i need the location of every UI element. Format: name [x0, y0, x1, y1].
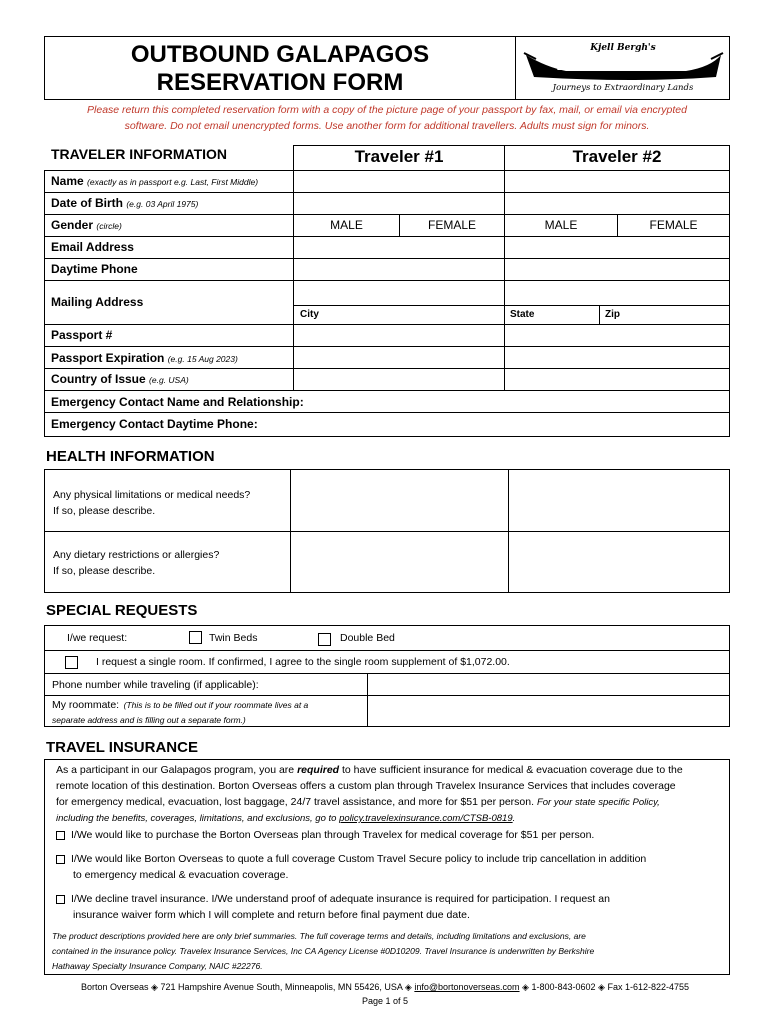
city-label: City — [300, 309, 319, 320]
quote-checkbox[interactable] — [56, 855, 65, 864]
traveler1-male-option[interactable]: MALE — [330, 218, 363, 232]
emergency-contact-name-label: Emergency Contact Name and Relationship: — [51, 395, 304, 409]
grid-line — [44, 236, 730, 237]
gender-label: Gender (circle) — [51, 218, 122, 232]
traveler2-female-option[interactable]: FEMALE — [649, 218, 698, 232]
logo-tagline: Journeys to Extraordinary Lands — [552, 83, 694, 93]
grid-line — [44, 436, 730, 437]
twin-beds-checkbox[interactable] — [189, 629, 202, 647]
grid-line — [44, 324, 730, 325]
email-label: Email Address — [51, 240, 134, 254]
medical-needs-question: Any physical limitations or medical needs? If so, please describe. — [53, 489, 251, 517]
traveler1-heading: Traveler #1 — [354, 147, 444, 166]
phone-while-traveling-label: Phone number while traveling (if applicable): — [52, 679, 259, 691]
grid-line — [44, 170, 45, 436]
health-section-title: HEALTH INFORMATION — [46, 448, 215, 465]
grid-line — [44, 650, 730, 651]
travel-insurance-title: TRAVEL INSURANCE — [46, 739, 198, 756]
single-room-label: I request a single room. If confirmed, I agree to the single room supplement of $1,072.00. — [96, 656, 510, 668]
intro-line2: software. Do not email unencrypted forms. Use another form for additional travellers. Adults must sign for minors. — [124, 120, 650, 132]
insurance-option-decline[interactable]: I/We decline travel insurance. I/We understand proof of adequate insurance is required for participation. I request an insurance waiver form which I will complete and return before final payment due date. — [56, 891, 610, 923]
page-number: Page 1 of 5 — [361, 996, 409, 1006]
double-bed-checkbox[interactable] — [318, 631, 331, 649]
policy-link[interactable]: policy.travelexinsurance.com/CTSB-0819 — [339, 813, 513, 824]
grid-line — [44, 346, 730, 347]
traveler1-female-option[interactable]: FEMALE — [427, 218, 476, 232]
insurance-option-purchase[interactable]: I/We would like to purchase the Borton Overseas plan through Travelex for medical coverage for $51 per person. — [56, 827, 594, 843]
insurance-option-quote[interactable]: I/We would like Borton Overseas to quote a full coverage Custom Travel Secure policy to include trip cancellation in addition to emergency medical & evacuation coverage. — [56, 851, 646, 883]
special-requests-title: SPECIAL REQUESTS — [46, 602, 198, 619]
traveler1-medical-field[interactable] — [291, 470, 507, 530]
grid-line — [44, 170, 730, 171]
traveler2-medical-field[interactable] — [509, 470, 729, 530]
grid-line — [504, 145, 505, 390]
intro-line1: Please return this completed reservation form with a copy of the picture page of your passport by fax, mail, or email via encrypted — [87, 104, 687, 116]
grid-line — [44, 280, 730, 281]
insurance-fine-print: The product descriptions provided here are only brief summaries. The full coverage terms and details, including limitations and exclusions, are contained in the insurance policy. Travelex Insurance Services, Inc CA Agency License #0D10209. Travel Insurance is underwritten by Berkshire Hathaway Specialty Insurance Company, NAIC #22276. — [52, 931, 595, 971]
traveler-section-title: TRAVELER INFORMATION — [51, 146, 228, 162]
dietary-question: Any dietary restrictions or allergies? If so, please describe. — [53, 549, 220, 577]
insurance-description: As a participant in our Galapagos program, you are required to have sufficient insurance for medical & evacuation coverage due to the remote location of this destination. Borton Overseas offers a custom plan through Travelex Insurance Services that includes coverage for emergency medical, evacuation, lost baggage, 24/7 travel assistance, and more for $51 per person. For your state specific Policy, including the benefits, coverages, limitations, and exclusions, go to policy.travelexinsurance.com/CTSB-0819. — [56, 764, 683, 824]
intro-instructions — [44, 102, 730, 134]
grid-line — [293, 145, 294, 390]
footer-email-link[interactable]: info@bortonoverseas.com — [414, 982, 520, 992]
roommate-label: My roommate: (This is to be filled out if your roommate lives at a separate address and is filling out a separate form.) — [52, 699, 309, 725]
form-title-line2: RESERVATION FORM — [156, 69, 404, 96]
phone-while-traveling-field[interactable] — [368, 674, 729, 695]
dob-label: Date of Birth (e.g. 03 April 1975) — [51, 196, 199, 210]
grid-line — [44, 390, 730, 391]
footer-contact: Borton Overseas ◈ 721 Hampshire Avenue South, Minneapolis, MN 55426, USA ◈ info@bortonoverseas.com ◈ 1-800-843-0602 ◈ Fax 1-612-822-4755 — [81, 982, 689, 992]
request-label: I/we request: — [67, 632, 128, 644]
grid-line — [44, 192, 730, 193]
decline-checkbox[interactable] — [56, 895, 65, 904]
grid-line — [293, 305, 730, 306]
twin-beds-label: Twin Beds — [209, 632, 258, 644]
name-label: Name (exactly as in passport e.g. Last, First Middle) — [51, 174, 259, 188]
state-label: State — [510, 309, 535, 320]
roommate-field[interactable] — [368, 696, 729, 726]
zip-label: Zip — [605, 309, 620, 320]
purchase-checkbox[interactable] — [56, 831, 65, 840]
logo-top-text: Kjell Bergh's — [590, 43, 656, 53]
phone-label: Daytime Phone — [51, 262, 138, 276]
logo-name: BORTON OVERSEAS — [556, 58, 692, 73]
traveler2-male-option[interactable]: MALE — [544, 218, 578, 232]
grid-line — [599, 305, 600, 324]
single-room-checkbox[interactable] — [65, 654, 78, 672]
traveler2-dietary-field[interactable] — [509, 532, 729, 592]
traveler1-dietary-field[interactable] — [291, 532, 507, 592]
grid-line — [293, 145, 730, 146]
double-bed-label: Double Bed — [340, 632, 395, 644]
traveler2-heading: Traveler #2 — [572, 147, 662, 166]
borton-logo — [515, 37, 730, 99]
country-of-issue-label: Country of Issue (e.g. USA) — [51, 372, 189, 386]
passport-expiration-label: Passport Expiration (e.g. 15 Aug 2023) — [51, 351, 238, 365]
grid-line — [44, 214, 730, 215]
passport-label: Passport # — [51, 328, 113, 342]
form-header — [44, 36, 730, 100]
grid-line — [729, 145, 730, 436]
form-title — [45, 41, 515, 97]
emergency-contact-phone-label: Emergency Contact Daytime Phone: — [51, 417, 258, 431]
footer — [0, 980, 770, 1008]
grid-line — [44, 368, 730, 369]
grid-line — [44, 258, 730, 259]
grid-line — [44, 412, 730, 413]
form-title-line1: OUTBOUND GALAPAGOS — [130, 41, 430, 68]
mailing-address-label: Mailing Address — [51, 295, 144, 309]
